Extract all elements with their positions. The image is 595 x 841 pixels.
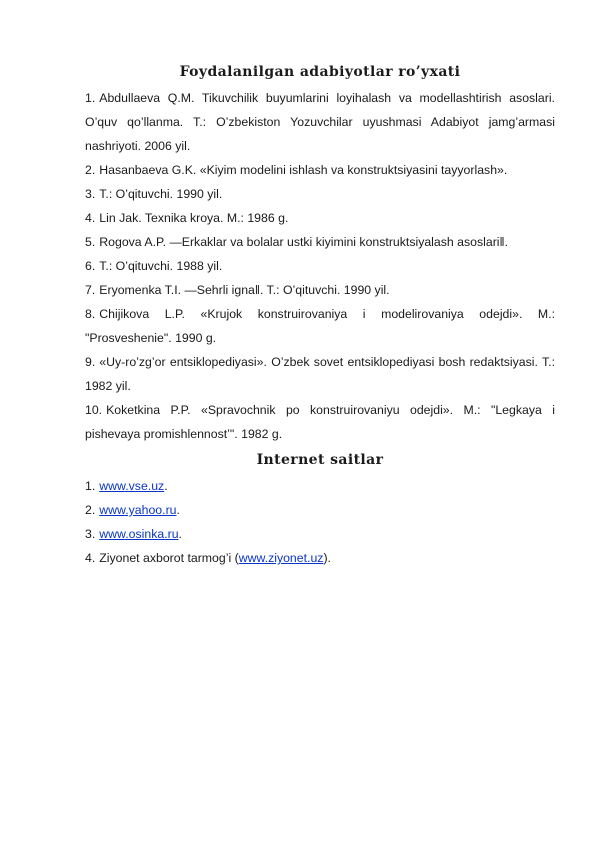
reference-text: Lin Jak. Texnika kroya. M.: 1986 g. — [99, 211, 289, 225]
website-link[interactable]: www.osinka.ru — [99, 527, 179, 541]
reference-text: «Uy-ro’zg’or entsiklopediyasi». O’zbek sovet entsiklopediyasi bosh redaktsiyasi. T.: 1982 yil. — [85, 355, 555, 393]
website-number: 3. — [85, 527, 96, 541]
reference-item — [85, 182, 555, 206]
website-suffix: . — [178, 527, 182, 541]
website-suffix: ). — [323, 551, 331, 565]
website-item — [85, 522, 555, 546]
website-link[interactable]: www.vse.uz — [99, 479, 165, 493]
reference-number: 8. — [85, 307, 96, 321]
references-heading: Foydalanilgan adabiyotlar ro’yxati — [179, 64, 461, 80]
website-suffix: . — [164, 479, 168, 493]
website-link[interactable]: www.ziyonet.uz — [238, 551, 324, 565]
reference-text: Chijikova L.P. «Krujok konstruirovaniya i modelirovaniya odejdi». M.: "Prosveshenie". 1990 g. — [85, 307, 555, 345]
reference-text: Eryomenka T.I. ―Sehrli igna‖. T.: O’qituvchi. 1990 yil. — [99, 283, 390, 297]
document-page — [85, 64, 555, 570]
reference-number: 10. — [85, 403, 103, 417]
reference-item — [85, 398, 555, 446]
reference-number: 5. — [85, 235, 96, 249]
website-number: 4. — [85, 551, 96, 565]
reference-number: 6. — [85, 259, 96, 273]
website-item — [85, 474, 555, 498]
reference-text: Rogova A.P. ―Erkaklar va bolalar ustki kiyimini konstruktsiyalash asoslari‖. — [99, 235, 509, 249]
reference-text: Koketkina P.P. «Spravochnik po konstruirovaniyu odejdi». M.: "Legkaya i pishevaya promishlennost’". 1982 g. — [85, 403, 555, 441]
reference-text: T.: O’qituvchi. 1988 yil. — [99, 259, 223, 273]
website-prefix: Ziyonet axborot tarmog’i ( — [99, 551, 239, 565]
reference-text: T.: O’qituvchi. 1990 yil. — [99, 187, 223, 201]
website-number: 1. — [85, 479, 96, 493]
reference-text: Abdullaeva Q.M. Tikuvchilik buyumlarini loyihalash va modellashtirish asoslari. O’quv qo’llanma. T.: O’zbekiston Yozuvchilar uyushmasi Adabiyot jamg’armasi nashriyoti. 2006 yil. — [85, 91, 555, 153]
internet-heading: Internet saitlar — [256, 452, 384, 468]
reference-number: 1. — [85, 91, 96, 105]
reference-item — [85, 86, 555, 158]
reference-text: Hasanbaeva G.K. «Kiyim modelini ishlash va konstruktsiyasini tayyorlash». — [99, 163, 508, 177]
reference-item — [85, 230, 555, 254]
reference-number: 2. — [85, 163, 96, 177]
reference-item — [85, 254, 555, 278]
reference-item — [85, 350, 555, 398]
reference-item — [85, 278, 555, 302]
reference-number: 7. — [85, 283, 96, 297]
reference-number: 9. — [85, 355, 96, 369]
website-number: 2. — [85, 503, 96, 517]
reference-number: 4. — [85, 211, 96, 225]
reference-item — [85, 158, 555, 182]
reference-number: 3. — [85, 187, 96, 201]
website-suffix: . — [176, 503, 180, 517]
website-item — [85, 546, 555, 570]
reference-item — [85, 302, 555, 350]
website-item — [85, 498, 555, 522]
reference-item — [85, 206, 555, 230]
website-link[interactable]: www.yahoo.ru — [99, 503, 177, 517]
